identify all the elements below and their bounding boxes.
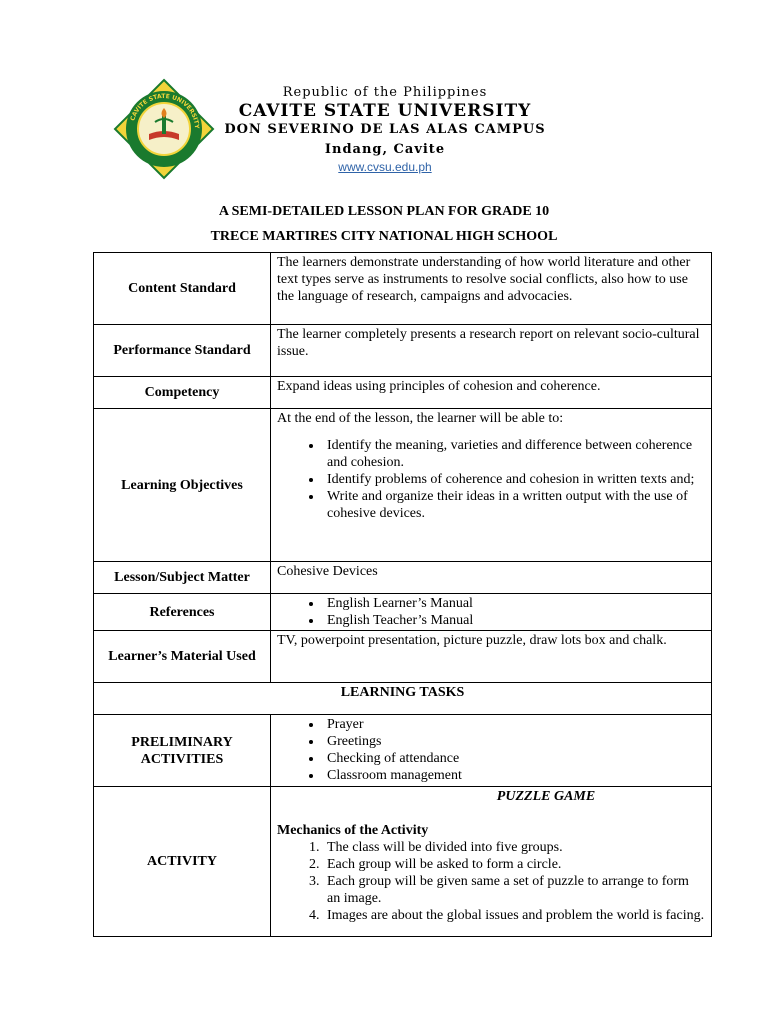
list-item: • Identify the meaning, varieties and difference between coherence and cohesion.: [323, 437, 705, 471]
svg-text:CAVITE STATE UNIVERSITY: CAVITE STATE UNIVERSITY: [129, 92, 201, 129]
competency-label: Competency: [94, 377, 271, 409]
cvsu-seal-logo: [113, 78, 215, 180]
learning-objectives-label: Learning Objectives: [94, 409, 271, 562]
references-label: References: [94, 594, 271, 631]
list-item: • Prayer: [323, 716, 705, 733]
list-item: 1. The class will be divided into five groups.: [323, 839, 705, 856]
preliminary-list: [277, 716, 705, 784]
list-item: • English Learner’s Manual: [323, 595, 705, 612]
preliminary-label: PRELIMINARY ACTIVITIES: [94, 715, 271, 787]
references-cell: [271, 594, 712, 631]
row-references: [94, 594, 712, 631]
list-item: • Checking of attendance: [323, 750, 705, 767]
row-competency: [94, 377, 712, 409]
materials-text: TV, powerpoint presentation, picture puzzle, draw lots box and chalk.: [271, 631, 712, 683]
row-learning-tasks: [94, 683, 712, 715]
puzzle-game-title: PUZZLE GAME: [496, 789, 596, 804]
list-item: • Greetings: [323, 733, 705, 750]
row-preliminary: [94, 715, 712, 787]
list-item: • English Teacher’s Manual: [323, 612, 705, 629]
list-item: 2. Each group will be asked to form a circle.: [323, 856, 705, 873]
competency-text: Expand ideas using principles of cohesion and coherence.: [271, 377, 712, 409]
list-item: 3. Each group will be given same a set of puzzle to arrange to form an image.: [323, 873, 705, 907]
school-title: TRECE MARTIRES CITY NATIONAL HIGH SCHOOL: [210, 229, 558, 244]
lesson-plan-table: [93, 252, 712, 937]
list-item: • Write and organize their ideas in a written output with the use of cohesive devices.: [323, 488, 705, 522]
performance-standard-label: Performance Standard: [94, 325, 271, 377]
preliminary-cell: [271, 715, 712, 787]
content-standard-label: Content Standard: [94, 253, 271, 325]
list-item: • Identify problems of coherence and cohesion in written texts and;: [323, 471, 705, 488]
republic-line: Republic of the Philippines: [282, 85, 488, 100]
references-list: [277, 595, 705, 629]
learning-tasks-heading: LEARNING TASKS: [94, 683, 712, 715]
university-name: CAVITE STATE UNIVERSITY: [238, 101, 532, 121]
objectives-list: [277, 437, 705, 522]
materials-label: Learner’s Material Used: [94, 631, 271, 683]
row-performance-standard: [94, 325, 712, 377]
activity-cell: [271, 787, 712, 937]
mechanics-steps: [277, 839, 705, 924]
row-content-standard: [94, 253, 712, 325]
mechanics-title: Mechanics of the Activity: [277, 823, 429, 838]
activity-label: ACTIVITY: [94, 787, 271, 937]
list-item: • Classroom management: [323, 767, 705, 784]
row-learning-objectives: [94, 409, 712, 562]
performance-standard-text: The learner completely presents a research report on relevant socio-cultural issue.: [271, 325, 712, 377]
row-materials: [94, 631, 712, 683]
lesson-plan-title: A SEMI-DETAILED LESSON PLAN FOR GRADE 10: [218, 204, 550, 219]
website-link[interactable]: www.cvsu.edu.ph: [338, 160, 432, 174]
town-line: Indang, Cavite: [324, 142, 446, 157]
campus-name: DON SEVERINO DE LAS ALAS CAMPUS: [224, 122, 546, 137]
subject-matter-label: Lesson/Subject Matter: [94, 562, 271, 594]
subject-matter-text: Cohesive Devices: [271, 562, 712, 594]
letterhead: [220, 85, 550, 174]
list-item: 4. Images are about the global issues and problem the world is facing.: [323, 907, 705, 924]
row-subject-matter: [94, 562, 712, 594]
row-activity: [94, 787, 712, 937]
learning-objectives-cell: [271, 409, 712, 562]
objectives-intro: At the end of the lesson, the learner will be able to:: [277, 411, 564, 426]
content-standard-text: The learners demonstrate understanding of how world literature and other text types serve as instruments to resolve social conflicts, also how to use the language of research, campaigns and advocacies.: [271, 253, 712, 325]
